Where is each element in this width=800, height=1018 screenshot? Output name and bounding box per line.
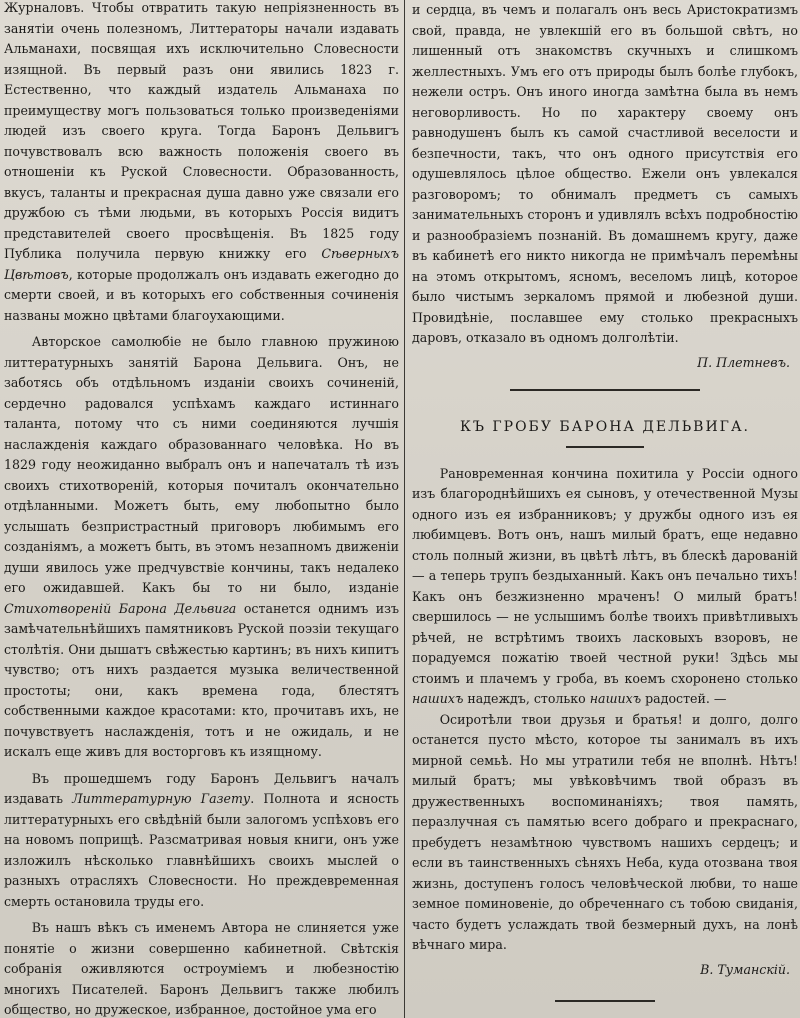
- literary-gazette-title: Литтературную Газету: [72, 791, 251, 806]
- signature-pletnev: П. Плетневъ.: [697, 354, 790, 370]
- right-paragraph-1: и сердца, въ чемъ и полагалъ онъ весь Аристократизмъ свой, правда, не увлекшій его въ большой свѣтъ, но лишенный отъ знакомствъ скучныхъ и слишкомъ желлестныхъ. Умъ его отъ природы былъ болѣе глубокъ, нежели остръ. Онъ иного иногда замѣтна была въ немъ неговорливость. Но по характеру своему онъ равнодушенъ былъ къ самой счастливой веселости и безпечности, такъ, что онъ одного присутствія его одушевлялось цѣлое общество. Ежели онъ увлекался разговоромъ; то обнималъ предметъ съ самыхъ занимательныхъ сторонъ и удивлялъ всѣхъ подробностію и разнообразіемъ познаній. Въ домашнемъ кругу, даже въ кабинетѣ его никто никогда не примѣчалъ перемѣны на этомъ открытомъ, ясномъ, веселомъ лицѣ, которое было чистымъ зеркаломъ прямой и любезной души. Провидѣніе, пославшее ему столько прекрасныхъ даровъ, отказало въ одномъ долголѣтіи.: [412, 2, 798, 345]
- northern-flowers-title: Сѣверныхъ Цвѣтовъ: [4, 246, 399, 282]
- left-column: [4, 0, 399, 1018]
- left-paragraph-2: Авторское самолюбіе не было главною пружиною литтературныхъ занятій Барона Дельвига. Онъ, не заботясь объ отдѣльномъ изданіи своихъ сочиненій, сердечно радовался успѣхамъ каждаго истиннаго таланта, потому что съ ними соединяются лучшія наслажденія каждаго образованнаго человѣка. Но въ 1829 году неожиданно выбралъ онъ и напечаталъ тѣ изъ своихъ стихотвореній, которыя почиталъ окончательно отдѣланными. Можетъ быть, ему любопытно было услышать безпристрастный приговоръ любимымъ его созданіямъ, а можетъ быть, въ этомъ незапномъ движеніи души явилось уже предчувствіе кончины, такъ недалеко его ожидавшей. Какъ бы то ни было, изданіе Стихотвореній Барона Дельвига останется однимъ изъ замѣчательнѣйшихъ памятниковъ Руской поэзіи текущаго столѣтія. Они дышатъ свѣжестью картинъ; въ нихъ кипитъ чувство; отъ нихъ раздается музыка величественной простоты; они, какъ времена года, блестятъ собственными каждое красотами: кто, прочитавъ ихъ, не почувствуетъ наслажденія, тотъ и не ожидаль, и не искалъ еще живъ для восторговъ къ изящному.: [4, 334, 399, 759]
- left-paragraph-4: Въ нашъ вѣкъ съ именемъ Автора не слиняется уже понятіе о жизни совершенно кабинетной. Свѣтскія собранія оживляются остроуміемъ и любезностію многихъ Писателей. Баронъ Дельвигъ также любилъ общество, но дружеское, избранное, достойное ума его: [4, 920, 399, 1017]
- end-divider: [555, 1000, 655, 1002]
- section-divider: [510, 389, 700, 391]
- column-rule: [404, 0, 405, 1018]
- poem-title: КЪ ГРОБУ БАРОНА ДЕЛЬВИГА.: [459, 419, 751, 435]
- title-underline: [566, 446, 644, 448]
- left-paragraph-1: Журналовъ. Чтобы отвратить такую непріязненность въ занятіи очень полезномъ, Литтераторы начали издавать Альманахи, посвящая ихъ исключительно Словесности изящной. Въ первый разъ они явились 1823 г. Естественно, что каждый издатель Альманаха по преимуществу могъ пользоваться только произведеніями людей изъ своего круга. Тогда Баронъ Дельвигъ почувствовалъ всю важность положенія своего въ отношеніи къ Руской Словесности. Образованность, вкусъ, таланты и прекрасная душа давно уже связали его дружбою съ тѣми людьми, въ которыхъ Россія видитъ представителей своего просвѣщенія. Въ 1825 году Публика получила первую книжку его Сѣверныхъ Цвѣтовъ, которые продолжалъ онъ издавать ежегодно до смерти своей, и въ которыхъ его собственныя сочиненія названы можно цвѣтами благоухающими.: [4, 0, 399, 323]
- right-paragraph-3: Осиротѣли твои друзья и братья! и долго, долго останется пусто мѣсто, которое ты занималъ въ ихъ мирной семьѣ. Но мы утратили тебя не вполнѣ. Нѣтъ! милый братъ; мы увѣковѣчимъ твой образъ въ дружественныхъ воспоминаніяхъ; твоя память, перазлучная съ памятью всего добраго и прекраснаго, пребудетъ незамѣтною чувствомъ нашихъ сердецъ; и если въ таинственныхъ сѣняхъ Неба, куда отозвана твоя жизнь, доступенъ голосъ человѣческой любви, то наше земное поминовеніе, до обреченнаго съ тобою свиданія, часто будетъ услаждать твой безмерный духъ, на лонѣ вѣчнаго мира.: [412, 711, 798, 952]
- poems-title: Стихотвореній Барона Дельвига: [4, 600, 237, 616]
- signature-tumansky: В. Туманскій.: [700, 961, 790, 977]
- right-paragraph-2: Рановременная кончина похитила у Россіи одного изъ благороднѣйшихъ ея сыновъ, у отечественной Музы одного изъ ея избранниковъ; у дружбы одного изъ ея любимцевъ. Вотъ онъ, нашъ милый братъ, еще недавно столь полный жизни, въ цвѣтѣ лѣтъ, въ блескѣ дарованій — а теперь трупъ бездыханный. Какъ онъ печально тихъ! Какъ онъ безжизненно мраченъ! О милый братъ! свершилось — не услышимъ болѣе твоихъ привѣтливыхъ рѣчей, не встрѣтимъ твоихъ ласковыхъ взоровъ, не порадуемся пожатію твоей честной руки! Здѣсь мы стоимъ и плачемъ у гроба, въ коемъ схоронено столько нашихъ надеждъ, столько нашихъ радостей. —: [412, 465, 798, 706]
- right-column: [412, 0, 798, 1018]
- left-paragraph-3: Въ прошедшемъ году Баронъ Дельвигъ началъ издавать Литтературную Газету. Полнота и ясность литтературныхъ его свѣдѣній были залогомъ успѣховъ его на новомъ поприщѣ. Разсматривая новыя книги, онъ уже изложилъ нѣсколько главнѣйшихъ своихъ мыслей о разныхъ отрасляхъ Словесности. Но преждевременная смерть остановила труды его.: [4, 770, 399, 909]
